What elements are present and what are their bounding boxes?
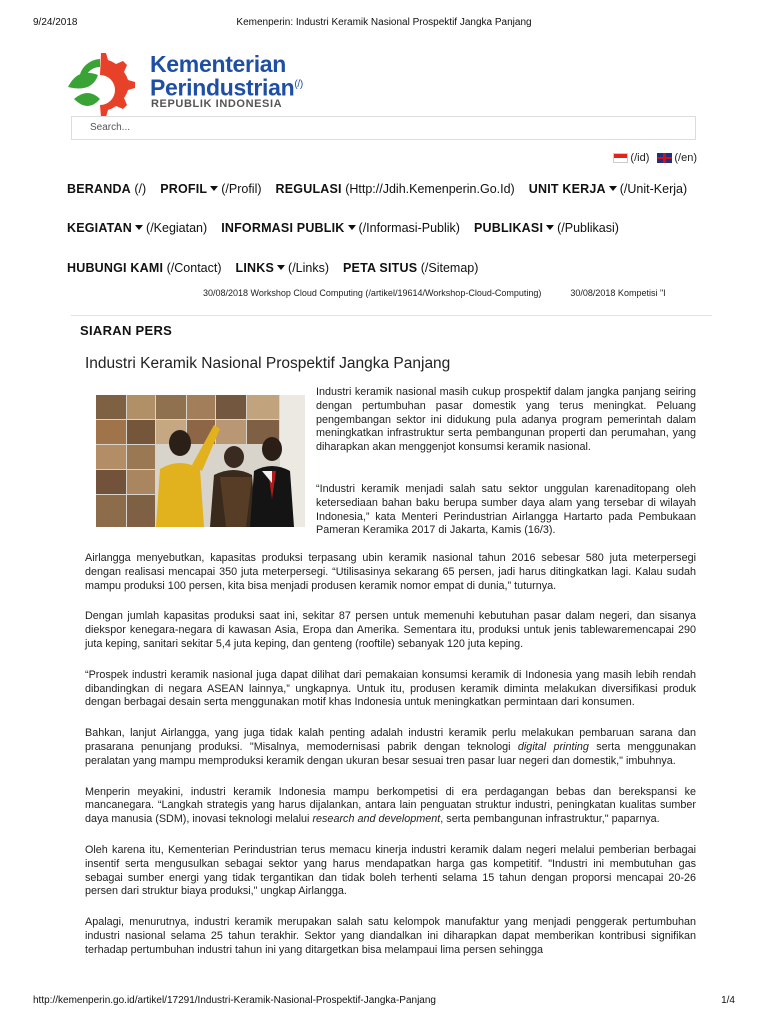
article-paragraph: Oleh karena itu, Kementerian Perindustrian terus memacu kinerja industri keramik dalam negeri melalui pemberian berbagai insentif serta mengusulkan sebagai sektor yang harus mendapatkan harga gas kompetitif. "Industri ini membutuhan gas sebagai sumber energi yang tidak tergantikan dan tidak boleh terhenti selama 15 tahun dengan proporsi mencapai 20-26 persen dari struktur biaya produksi," ungkap Airlangga. (85, 843, 696, 898)
language-id-label: (/id) (630, 152, 650, 164)
divider (71, 315, 712, 316)
brand-name-line2-text: Perindustrian (150, 74, 295, 101)
article-paragraph: Apalagi, menurutnya, industri keramik merupakan salah satu kelompok manufaktur yang menjadi penggerak pertumbuhan industri nasional selama 25 tahun terakhir. Sektor yang diandalkan ini diharapkan dapat memberikan kontribusi signifikan terhadap pertumbuhan industri tahun ini yang ditargetkan bisa melampaui lima persen sehingga (85, 916, 696, 956)
nav-kegiatan[interactable]: KEGIATAN (/Kegiatan) (67, 221, 208, 235)
nav-unit-kerja[interactable]: UNIT KERJA (/Unit-Kerja) (528, 182, 688, 196)
article-paragraph: Dengan jumlah kapasitas produksi saat ini, sekitar 87 persen untuk memenuhi kebutuhan pasar dalam negeri, dan sisanya diekspor kenegara-negara di kawasan Asia, Eropa dan Amerika. Sementara itu, produksi untuk jenis tablewaremencapai 290 juta keping, sanitari sekitar 5,4 juta keping, dan genteng (rooftile) sebanyak 120 juta keping. (85, 610, 696, 650)
language-id-link[interactable] (613, 152, 649, 164)
brand-subtitle: REPUBLIK INDONESIA (151, 98, 283, 110)
home-link[interactable]: (/) (294, 79, 303, 90)
article-paragraph: Airlangga menyebutkan, kapasitas produksi terpasang ubin keramik nasional tahun 2016 sebesar 580 juta meterpersegi dengan realisasi mencapai 350 juta meterpersegi. “Utilisasinya sekarang 65 persen, jadi harus ditingkatkan lagi. Kalau sudah mampu produksi 100 persen, kita bisa menjadi produsen keramik nomor empat di dunia,” tuturnya. (85, 552, 696, 592)
print-url: http://kemenperin.go.id/artikel/17291/Industri-Keramik-Nasional-Prospektif-Jangka-Panjang (33, 995, 436, 1006)
article-paragraph: “Prospek industri keramik nasional juga dapat dilihat dari pemakaian konsumsi keramik di Indonesia yang masih lebih rendah dibandingkan di negara ASEAN lainnya,” ungkapnya. Untuk itu, produsen keramik diminta melakukan diversifikasi produk dengan berbagai desain serta menggunakan motif khas Indonesia untuk meningkatkan permintaan dari konsumen. (85, 668, 696, 709)
print-page-number: 1/4 (721, 995, 735, 1006)
section-title: SIARAN PERS (80, 323, 173, 338)
print-title: Kemenperin: Industri Keramik Nasional Prospektif Jangka Panjang (236, 17, 532, 28)
print-date: 9/24/2018 (33, 17, 78, 28)
main-nav-row-2 (67, 221, 619, 235)
caret-down-icon (348, 225, 356, 230)
nav-publikasi[interactable]: PUBLIKASI (/Publikasi) (473, 221, 619, 235)
uk-flag-icon (657, 153, 672, 163)
article-paragraph: Menperin meyakini, industri keramik Indonesia mampu berkompetisi di era perdagangan bebas dan berekspansi ke mancanegara. “Langkah strategis yang harus dijalankan, antara lain penguatan struktur industri, peningkatan kualitas sumber daya manusia (SDM), inovasi teknologi melalui research and development, serta pembangunan infrastruktur," paparnya. (85, 785, 696, 826)
caret-down-icon (546, 225, 554, 230)
news-ticker (203, 288, 703, 298)
main-nav-row-1 (67, 182, 687, 196)
nav-regulasi[interactable]: REGULASI (Http://Jdih.Kemenperin.Go.Id) (275, 182, 515, 196)
article-paragraph: “Industri keramik menjadi salah satu sektor unggulan karenaditopang oleh ketersediaan bahan baku berupa sumber daya alam yang tersebar di wilayah Indonesia,” kata Menteri Perindustrian Airlangga Hartarto pada Pembukaan Pameran Keramika 2017 di Jakarta, Kamis (16/3). (316, 483, 696, 537)
main-nav-row-3 (67, 261, 478, 275)
article-paragraph: Bahkan, lanjut Airlangga, yang juga tidak kalah penting adalah industri keramik perlu melakukan pembaruan sarana dan prasarana penunjang produksi. "Misalnya, memodernisasi pabrik dengan teknologi digital printing serta menggunakan peralatan yang mampu memproduksi keramik dengan ukuran besar sesuai tren pasar luar negeri dan domestik," imbuhnya. (85, 727, 696, 767)
article-photo (96, 395, 305, 527)
article-headline: Industri Keramik Nasional Prospektif Jangka Panjang (85, 355, 451, 372)
ticker-item[interactable]: 30/08/2018 Kompetisi "I (570, 288, 666, 298)
brand-name-line1: Kementerian (150, 51, 287, 77)
caret-down-icon (135, 225, 143, 230)
indonesia-flag-icon (613, 153, 628, 163)
nav-links[interactable]: LINKS (/Links) (235, 261, 330, 275)
article-paragraph: Industri keramik nasional masih cukup prospektif dalam jangka panjang seiring dengan pertumbuhan pasar domestik yang terus meningkat. Peluang pengembangan sektor ini didukung pula adanya program pemerintah dalam meningkatkan infrastruktur serta pembangunan properti dan perumahan, yang diharapkan akan menggenjot konsumsi keramik nasional. (316, 386, 696, 454)
nav-hubungi-kami[interactable]: HUBUNGI KAMI (/Contact) (67, 261, 222, 275)
article-body (85, 552, 696, 975)
caret-down-icon (609, 186, 617, 191)
kemenperin-logo[interactable] (60, 47, 142, 117)
language-en-link[interactable] (657, 152, 697, 164)
search-input[interactable]: Search... (71, 116, 696, 140)
language-en-label: (/en) (674, 152, 697, 164)
brand-name-line2 (150, 73, 303, 100)
gear-leaf-logo-icon (60, 47, 142, 117)
caret-down-icon (210, 186, 218, 191)
caret-down-icon (277, 265, 285, 270)
nav-beranda[interactable]: BERANDA (/) (67, 182, 147, 196)
nav-informasi-publik[interactable]: INFORMASI PUBLIK (/Informasi-Publik) (221, 221, 460, 235)
language-switcher (613, 152, 697, 164)
ticker-item[interactable]: 30/08/2018 Workshop Cloud Computing (/artikel/19614/Workshop-Cloud-Computing) (203, 288, 542, 298)
nav-peta-situs[interactable]: PETA SITUS (/Sitemap) (343, 261, 479, 275)
nav-profil[interactable]: PROFIL (/Profil) (160, 182, 262, 196)
